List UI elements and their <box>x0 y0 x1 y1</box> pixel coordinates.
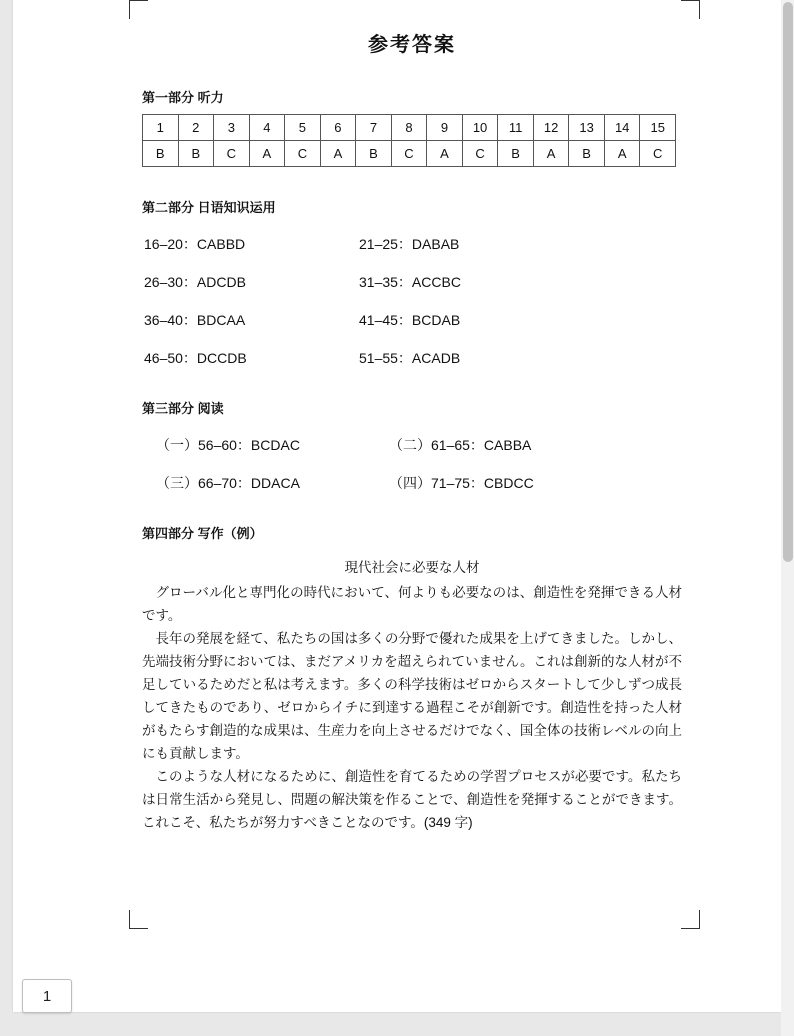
table-cell: B <box>178 141 214 167</box>
table-cell: B <box>569 141 605 167</box>
table-cell: C <box>285 141 321 167</box>
table-cell: 2 <box>178 115 214 141</box>
answer-range-left: 46–50：DCCDB <box>144 350 247 366</box>
essay-paragraph: グローバル化と専門化の時代において、何よりも必要なのは、創造性を発揮できる人材です。 <box>142 585 682 623</box>
essay-paragraph: 長年の発展を経て、私たちの国は多くの分野で優れた成果を上げてきました。しかし、先端技術分野においては、まだアメリカを超えられていません。これは創新的な人材が不足しているためだと私は考えます。多くの科学技術はゼロからスタートして少しずつ成長してきたものであり、ゼロからイチに到達する過程こそが創新です。創造性を持った人材がもたらす創造的な成果は、生産力を向上させるだけでなく、国全体の技術レベルの向上にも貢献します。 <box>142 631 682 761</box>
table-cell: C <box>214 141 250 167</box>
answer-range-left: 36–40：BDCAA <box>144 312 246 328</box>
section-heading-part2: 第二部分 日语知识运用 <box>142 200 276 215</box>
table-cell: 3 <box>214 115 250 141</box>
listening-answers-table <box>142 114 676 167</box>
table-cell: A <box>533 141 569 167</box>
answer-range-right: 21–25：DABAB <box>359 236 460 252</box>
scrollbar-thumb[interactable] <box>783 2 793 562</box>
table-cell: A <box>249 141 285 167</box>
essay-paragraph: このような人材になるために、創造性を育てるための学習プロセスが必要です。私たちは日常生活から発見し、問題の解決策を作ることで、創造性を発揮することができます。これこそ、私たちが努力すべきことなのです。(349 字) <box>142 769 682 830</box>
page-content <box>142 0 682 834</box>
table-cell: 9 <box>427 115 463 141</box>
list-item <box>142 272 682 292</box>
table-cell: B <box>498 141 534 167</box>
answer-range-right: （四）71–75：CBDCC <box>389 475 534 491</box>
essay-body <box>142 556 682 834</box>
table-cell: A <box>320 141 356 167</box>
answer-range-left: 16–20：CABBD <box>144 236 246 252</box>
answer-range-left: （一）56–60：BCDAC <box>156 437 300 453</box>
table-cell: 12 <box>533 115 569 141</box>
page-title: 参考答案 <box>368 34 456 56</box>
part3-answers <box>142 435 682 493</box>
table-cell: B <box>143 141 179 167</box>
table-cell: 6 <box>320 115 356 141</box>
table-row-numbers <box>143 115 676 141</box>
part2-answers <box>142 234 682 368</box>
table-cell: 5 <box>285 115 321 141</box>
table-cell: B <box>356 141 392 167</box>
table-cell: C <box>462 141 498 167</box>
document-page <box>13 0 781 1012</box>
table-cell: C <box>391 141 427 167</box>
table-cell: 8 <box>391 115 427 141</box>
table-cell: A <box>604 141 640 167</box>
list-item <box>142 234 682 254</box>
table-cell: 7 <box>356 115 392 141</box>
answer-range-right: 41–45：BCDAB <box>359 312 461 328</box>
crop-mark-top-right <box>681 0 700 19</box>
list-item <box>142 473 682 493</box>
table-cell: 14 <box>604 115 640 141</box>
page-number-badge: 1 <box>22 979 72 1013</box>
answer-range-right: 31–35：ACCBC <box>359 274 461 290</box>
section-heading-part3: 第三部分 阅读 <box>142 401 224 416</box>
crop-mark-bottom-left <box>129 910 148 929</box>
table-row-answers <box>143 141 676 167</box>
answer-range-left: 26–30：ADCDB <box>144 274 246 290</box>
answer-range-left: （三）66–70：DDACA <box>156 475 300 491</box>
table-cell: 4 <box>249 115 285 141</box>
table-cell: A <box>427 141 463 167</box>
table-cell: 10 <box>462 115 498 141</box>
table-cell: 11 <box>498 115 534 141</box>
essay-title: 現代社会に必要な人材 <box>344 560 480 575</box>
section-heading-part4: 第四部分 写作（例） <box>142 526 263 541</box>
crop-mark-bottom-right <box>681 910 700 929</box>
scrollbar-track[interactable] <box>781 0 794 1036</box>
table-cell: 13 <box>569 115 605 141</box>
table-cell: 15 <box>640 115 676 141</box>
list-item <box>142 348 682 368</box>
section-heading-part1: 第一部分 听力 <box>142 90 224 105</box>
list-item <box>142 310 682 330</box>
answer-range-right: （二）61–65：CABBA <box>389 437 532 453</box>
answer-range-right: 51–55：ACADB <box>359 350 461 366</box>
list-item <box>142 435 682 455</box>
table-cell: C <box>640 141 676 167</box>
table-cell: 1 <box>143 115 179 141</box>
